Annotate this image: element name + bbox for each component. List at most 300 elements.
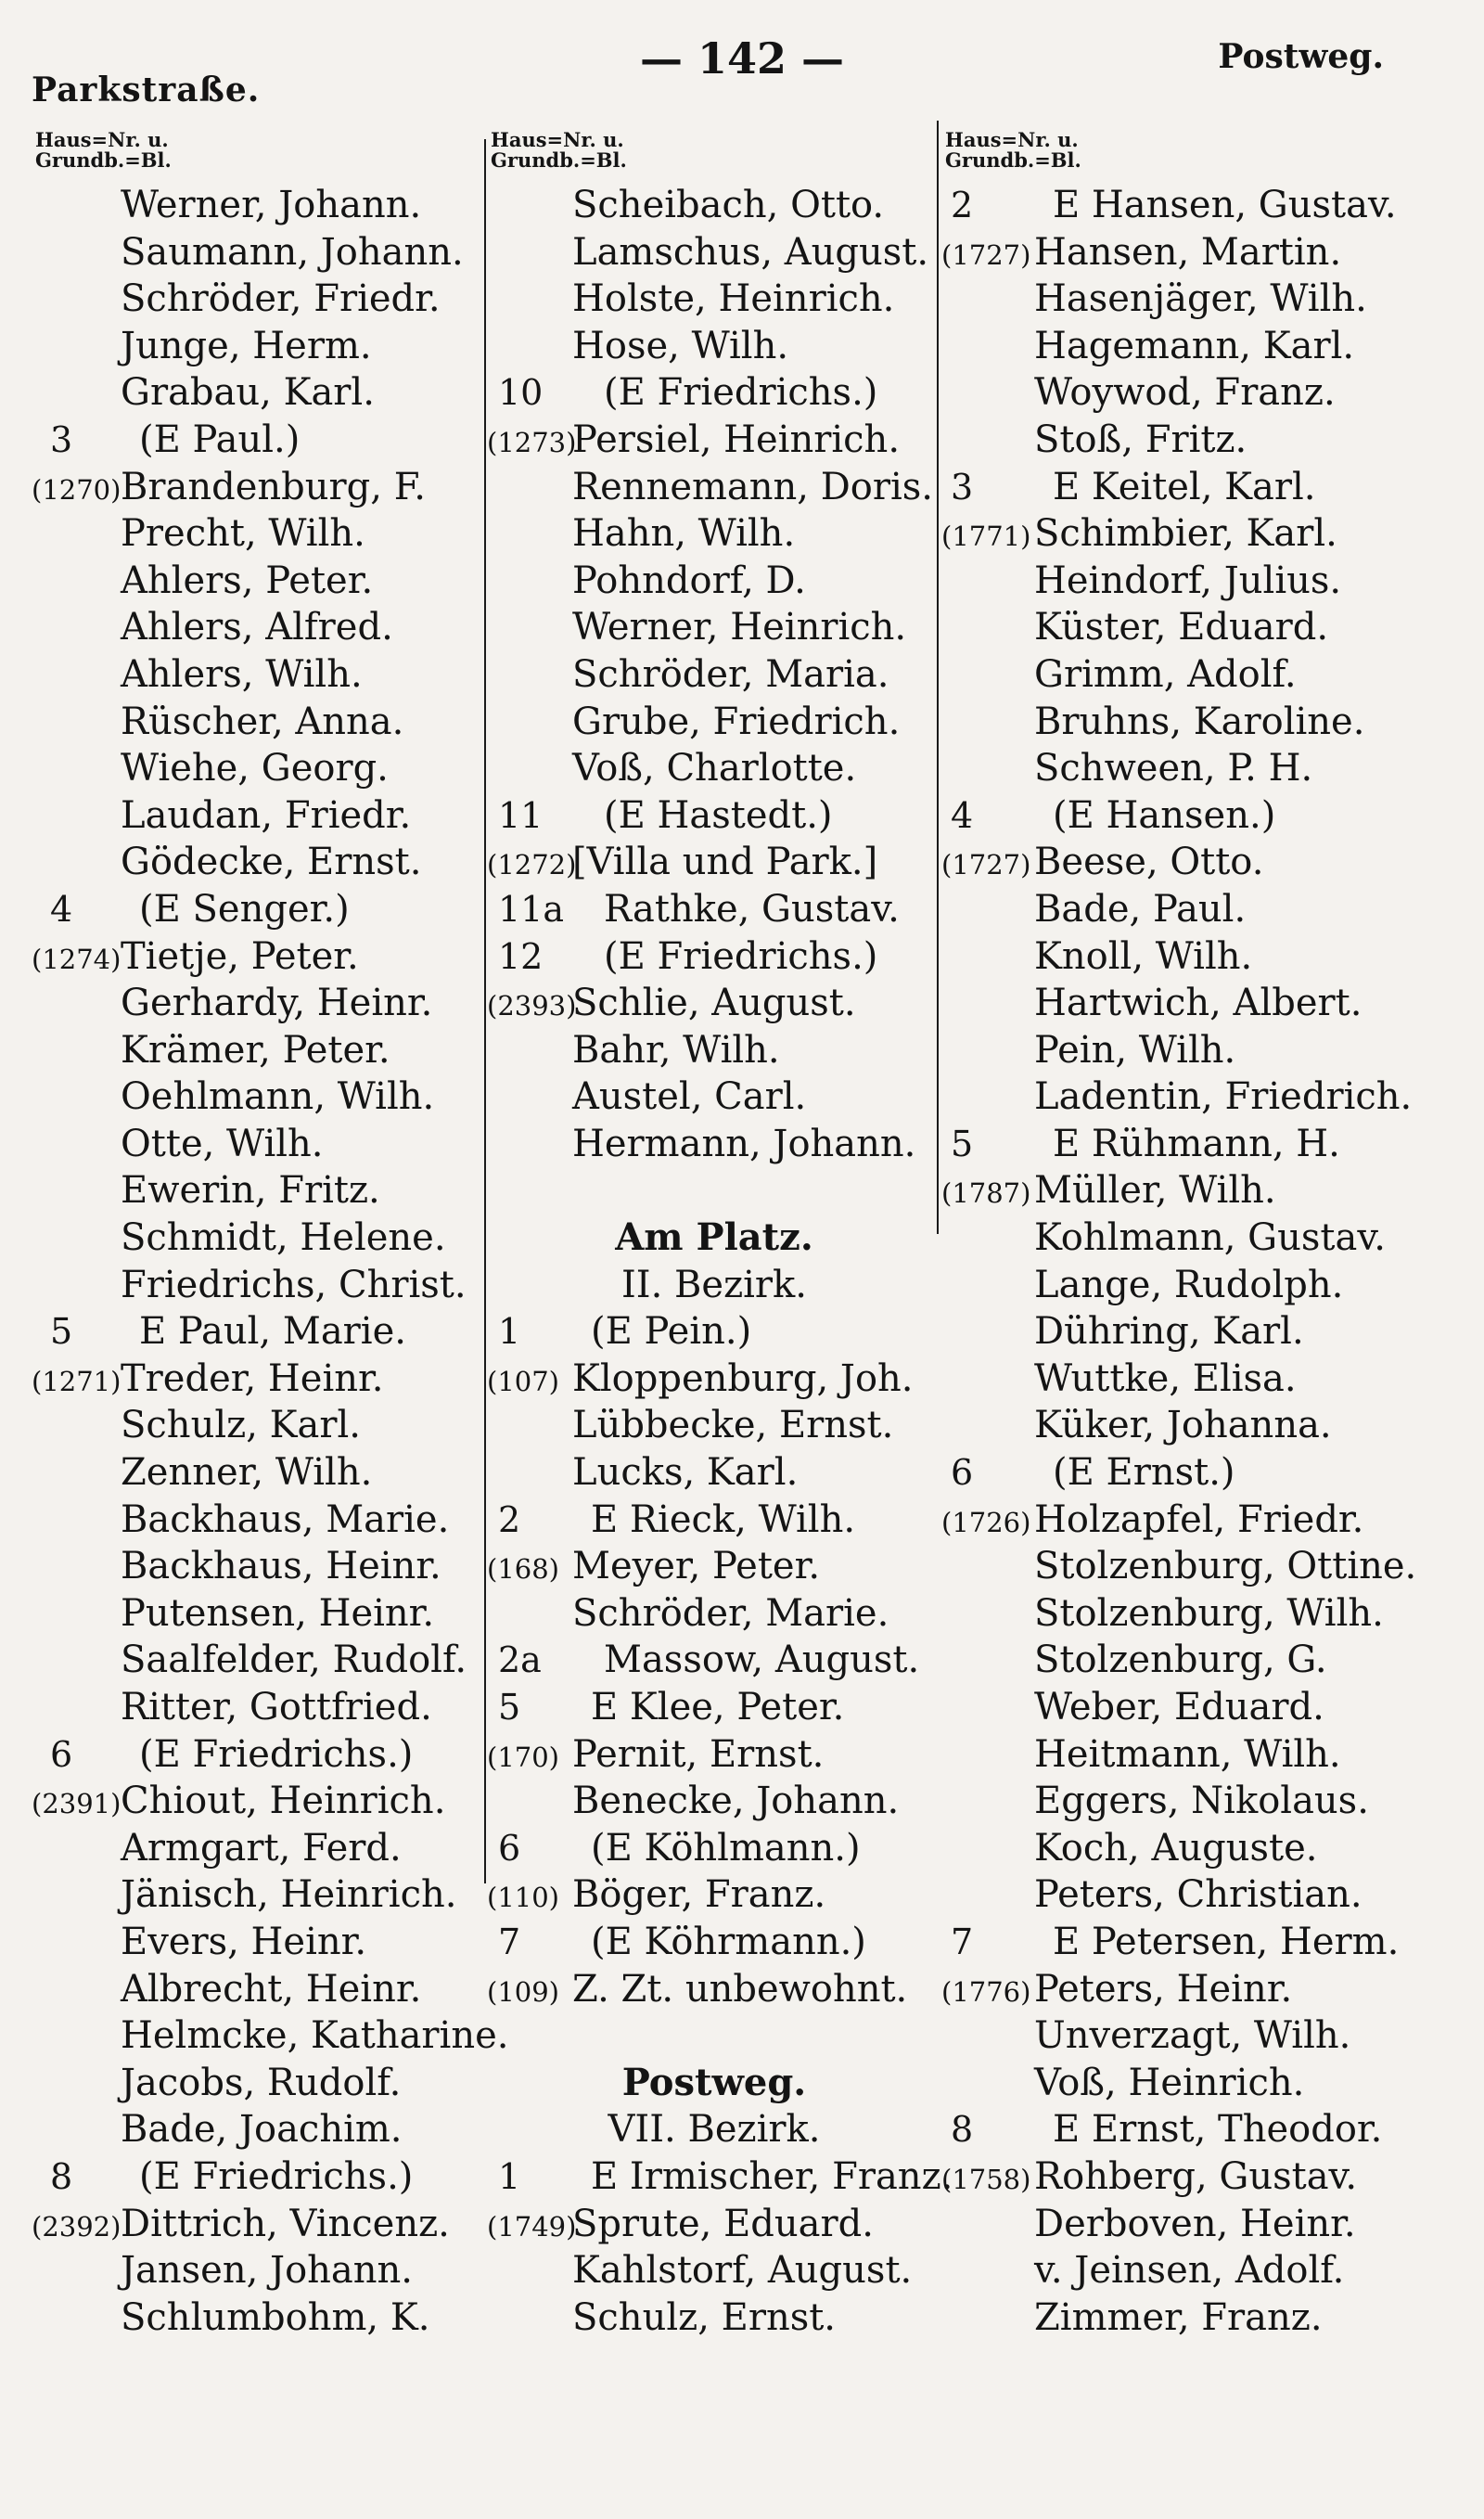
list-item <box>487 1121 941 1168</box>
column-head-line: Haus=Nr. u. <box>35 128 169 151</box>
resident-name: Schröder, Friedr. <box>121 277 441 321</box>
page-number: — 142 — <box>639 33 845 84</box>
resident-name: Schmidt, Helene. <box>121 1216 446 1260</box>
resident-name: Schlumbohm, K. <box>121 2295 430 2339</box>
list-item <box>487 1919 941 1966</box>
house-number: 5 <box>498 1687 521 1728</box>
list-item <box>32 933 486 981</box>
list-item <box>941 464 1461 511</box>
street-header-left: Parkstraße. <box>32 71 261 109</box>
resident-name: Jansen, Johann. <box>121 2249 413 2293</box>
house-number: 11a <box>498 888 565 930</box>
resident-name: Armgart, Ferd. <box>121 1826 402 1870</box>
resident-name: Bahr, Wilh. <box>572 1028 780 1072</box>
list-item <box>32 1919 486 1966</box>
house-number: 8 <box>951 2109 974 2151</box>
resident-name: Hahn, Wilh. <box>572 512 796 556</box>
house-number: 5 <box>951 1123 974 1164</box>
list-item <box>487 1684 941 1731</box>
section-title: VII. Bezirk. <box>608 2108 821 2152</box>
resident-name: Lamschus, August. <box>572 230 929 274</box>
house-number: 7 <box>498 1921 521 1962</box>
list-item <box>941 1966 1461 2013</box>
resident-name: Saumann, Johann. <box>121 230 464 274</box>
list-item <box>941 417 1461 464</box>
resident-name: Heitmann, Wilh. <box>1034 1732 1341 1776</box>
resident-name: Lange, Rudolph. <box>1034 1263 1344 1306</box>
resident-name: Oehlmann, Wilh. <box>121 1075 435 1119</box>
list-item <box>32 1449 486 1497</box>
resident-name: Woywod, Franz. <box>1034 371 1336 415</box>
list-item <box>487 417 941 464</box>
resident-name: Friedrichs, Christ. <box>121 1263 467 1306</box>
list-item <box>941 276 1461 323</box>
column-head <box>35 130 172 171</box>
list-item <box>487 1543 941 1590</box>
list-item <box>487 2012 941 2060</box>
list-item <box>32 369 486 417</box>
list-item <box>941 2247 1461 2294</box>
resident-name: E Klee, Peter. <box>591 1686 845 1729</box>
list-item <box>941 1871 1461 1919</box>
list-item <box>941 1825 1461 1872</box>
list-item <box>32 1825 486 1872</box>
resident-name: Peters, Heinr. <box>1034 1967 1293 2011</box>
list-item <box>32 699 486 746</box>
resident-name: Hagemann, Karl. <box>1034 324 1355 367</box>
entry-list <box>32 182 509 2341</box>
resident-name: Ladentin, Friedrich. <box>1034 1075 1413 1119</box>
list-item <box>487 558 941 605</box>
list-item <box>941 1402 1461 1449</box>
list-item <box>487 699 941 746</box>
resident-name: Ahlers, Peter. <box>121 559 374 602</box>
list-item <box>941 745 1461 792</box>
resident-name: Lübbecke, Ernst. <box>572 1404 894 1447</box>
list-item <box>487 323 941 370</box>
list-item <box>32 229 486 276</box>
resident-name: Ewerin, Fritz. <box>121 1169 380 1213</box>
resident-name: Rohberg, Gustav. <box>1034 2154 1358 2198</box>
house-number: 2a <box>498 1639 542 1681</box>
list-item <box>941 1449 1461 1497</box>
resident-name: Werner, Heinrich. <box>572 606 907 649</box>
list-item <box>487 1778 941 1825</box>
list-item <box>941 1167 1461 1215</box>
resident-name: Pein, Wilh. <box>1034 1028 1236 1072</box>
list-item <box>487 2153 953 2201</box>
resident-name: Helmcke, Katharine. <box>121 2014 509 2058</box>
house-number: 4 <box>951 794 974 836</box>
resident-name: Ahlers, Alfred. <box>121 606 393 649</box>
list-item <box>487 1308 941 1356</box>
list-item <box>32 2060 486 2107</box>
land-register-number: (107) <box>487 1365 559 1397</box>
list-item <box>941 1543 1461 1590</box>
list-item <box>32 792 486 840</box>
list-item <box>32 1637 486 1684</box>
resident-name: Krämer, Peter. <box>121 1028 390 1072</box>
resident-name: Laudan, Friedr. <box>121 793 412 837</box>
list-item <box>941 1684 1461 1731</box>
list-item <box>487 1167 941 1215</box>
land-register-number: (1749) <box>487 2210 577 2243</box>
land-register-number: (1758) <box>941 2163 1031 2195</box>
list-item <box>32 1778 486 1825</box>
resident-name: Pohndorf, D. <box>572 559 806 602</box>
list-item <box>32 1215 486 1262</box>
list-item <box>941 1731 1461 1779</box>
land-register-number: (109) <box>487 1975 559 2008</box>
resident-name: [Villa und Park.] <box>572 841 878 884</box>
column-head-line: Grundb.=Bl. <box>945 148 1081 172</box>
house-number: 6 <box>498 1827 521 1869</box>
house-number: 6 <box>951 1452 974 1494</box>
resident-name: (E Hastedt.) <box>604 793 833 837</box>
list-item <box>32 323 486 370</box>
resident-name: Ahlers, Wilh. <box>121 652 363 696</box>
resident-name: Otte, Wilh. <box>121 1122 324 1165</box>
resident-name: Stoß, Fritz. <box>1034 418 1247 461</box>
house-number: 7 <box>951 1921 974 1962</box>
house-number: 2 <box>951 185 974 225</box>
resident-name: E Rieck, Wilh. <box>591 1497 856 1541</box>
list-item <box>32 1543 486 1590</box>
list-item <box>32 2153 486 2201</box>
list-item <box>941 604 1461 651</box>
land-register-number: (1273) <box>487 426 577 458</box>
resident-name: Böger, Franz. <box>572 1873 826 1917</box>
resident-name: Schröder, Maria. <box>572 652 889 696</box>
resident-name: Knoll, Wilh. <box>1034 934 1253 978</box>
list-item <box>487 229 941 276</box>
list-item <box>32 886 486 933</box>
resident-name: Hartwich, Albert. <box>1034 982 1362 1025</box>
resident-name: Lucks, Karl. <box>572 1451 799 1495</box>
list-item <box>32 1073 486 1121</box>
list-item <box>32 1167 486 1215</box>
resident-name: Stolzenburg, G. <box>1034 1639 1327 1682</box>
section-heading <box>487 2106 941 2153</box>
resident-name: Z. Zt. unbewohnt. <box>572 1967 908 2011</box>
resident-name: Heindorf, Julius. <box>1034 559 1342 602</box>
list-item <box>487 1637 941 1684</box>
resident-name: E Ernst, Theodor. <box>1053 2108 1383 2152</box>
list-item <box>32 1590 486 1638</box>
resident-name: Hansen, Martin. <box>1034 230 1342 274</box>
resident-name: Rathke, Gustav. <box>604 887 900 931</box>
list-item <box>941 1308 1461 1356</box>
column-head-line: Haus=Nr. u. <box>491 128 624 151</box>
column-head <box>945 130 1081 171</box>
resident-name: Zenner, Wilh. <box>121 1451 373 1495</box>
resident-name: v. Jeinsen, Adolf. <box>1034 2249 1345 2293</box>
resident-name: Tietje, Peter. <box>121 934 359 978</box>
resident-name: Jacobs, Rudolf. <box>121 2061 402 2104</box>
section-title: Postweg. <box>621 2060 807 2104</box>
land-register-number: (2391) <box>32 1788 122 1820</box>
list-item <box>32 1966 486 2013</box>
list-item <box>32 2201 486 2248</box>
land-register-number: (1270) <box>32 473 122 506</box>
list-item <box>32 2106 486 2153</box>
list-item <box>487 1731 941 1779</box>
list-item <box>32 276 486 323</box>
entry-list <box>487 182 953 2341</box>
resident-name: Voß, Charlotte. <box>572 747 857 790</box>
resident-name: Hasenjäger, Wilh. <box>1034 277 1367 321</box>
resident-name: Evers, Heinr. <box>121 1920 367 1963</box>
land-register-number: (1727) <box>941 849 1031 881</box>
list-item <box>941 1590 1461 1638</box>
list-item <box>32 2247 486 2294</box>
resident-name: (E Paul.) <box>139 418 301 461</box>
resident-name: (E Friedrichs.) <box>604 934 878 978</box>
resident-name: Müller, Wilh. <box>1034 1169 1276 1213</box>
resident-name: Kohlmann, Gustav. <box>1034 1216 1386 1260</box>
house-number: 11 <box>498 794 544 836</box>
resident-name: Schröder, Marie. <box>572 1591 889 1635</box>
house-number: 4 <box>50 888 73 930</box>
land-register-number: (2393) <box>487 990 577 1022</box>
land-register-number: (1776) <box>941 1975 1031 2008</box>
resident-name: Hermann, Johann. <box>572 1122 916 1165</box>
resident-name: (E Friedrichs.) <box>139 2154 414 2198</box>
list-item <box>941 2012 1461 2060</box>
resident-name: Junge, Herm. <box>121 324 372 367</box>
land-register-number: (1771) <box>941 521 1031 553</box>
list-item <box>941 933 1461 981</box>
list-item <box>941 651 1461 699</box>
resident-name: Dittrich, Vincenz. <box>121 2202 450 2245</box>
list-item <box>32 417 486 464</box>
house-number: 5 <box>50 1311 73 1353</box>
section-heading <box>487 1215 941 1262</box>
list-item <box>941 1637 1461 1684</box>
house-number: 2 <box>498 1498 521 1540</box>
resident-name: Pernit, Ernst. <box>572 1732 825 1776</box>
resident-name: Stolzenburg, Ottine. <box>1034 1545 1417 1588</box>
section-title: II. Bezirk. <box>620 1263 808 1306</box>
list-item <box>941 369 1461 417</box>
resident-name: (E Hansen.) <box>1053 793 1276 837</box>
resident-name: Meyer, Peter. <box>572 1545 821 1588</box>
list-item <box>941 1121 1461 1168</box>
list-item <box>487 839 941 886</box>
resident-name: Hose, Wilh. <box>572 324 789 367</box>
list-item <box>941 1073 1461 1121</box>
list-item <box>32 182 486 229</box>
list-item <box>941 792 1461 840</box>
list-item <box>32 651 486 699</box>
resident-name: Scheibach, Otto. <box>572 184 885 226</box>
resident-name: Beese, Otto. <box>1034 841 1264 884</box>
list-item <box>32 1731 486 1779</box>
resident-name: Küker, Johanna. <box>1034 1404 1332 1447</box>
land-register-number: (1727) <box>941 238 1031 271</box>
list-item <box>32 1871 486 1919</box>
resident-name: Treder, Heinr. <box>121 1356 384 1400</box>
list-item <box>32 1402 486 1449</box>
resident-name: Grube, Friedrich. <box>572 700 901 743</box>
list-item <box>487 369 941 417</box>
list-item <box>487 651 941 699</box>
land-register-number: (168) <box>487 1553 559 1586</box>
resident-name: E Paul, Marie. <box>139 1310 406 1354</box>
list-item <box>941 182 1461 229</box>
resident-name: Küster, Eduard. <box>1034 606 1329 649</box>
resident-name: Dühring, Karl. <box>1034 1310 1304 1354</box>
land-register-number: (1787) <box>941 1177 1031 1210</box>
list-item <box>487 1449 941 1497</box>
list-item <box>32 464 486 511</box>
list-item <box>487 1073 941 1121</box>
resident-name: Schimbier, Karl. <box>1034 512 1337 556</box>
resident-name: Holste, Heinrich. <box>572 277 895 321</box>
resident-name: Austel, Carl. <box>572 1075 807 1119</box>
house-number: 10 <box>498 372 544 414</box>
list-item <box>941 839 1461 886</box>
list-item <box>941 2060 1461 2107</box>
resident-name: Persiel, Heinrich. <box>572 418 901 461</box>
resident-name: Schulz, Ernst. <box>572 2295 837 2339</box>
list-item <box>487 276 941 323</box>
list-item <box>487 464 941 511</box>
list-item <box>941 1919 1461 1966</box>
list-item <box>32 1497 486 1544</box>
list-item <box>941 1262 1461 1309</box>
list-item <box>487 1825 941 1872</box>
resident-name: Putensen, Heinr. <box>121 1591 435 1635</box>
list-item <box>487 980 941 1027</box>
column-head <box>491 130 627 171</box>
resident-name: Voß, Heinrich. <box>1034 2061 1305 2104</box>
resident-name: E Keitel, Karl. <box>1053 465 1316 508</box>
resident-name: Grabau, Karl. <box>121 371 375 415</box>
list-item <box>32 1121 486 1168</box>
list-item <box>941 2106 1461 2153</box>
list-item <box>941 886 1461 933</box>
resident-name: Unverzagt, Wilh. <box>1034 2014 1351 2058</box>
resident-name: Zimmer, Franz. <box>1034 2295 1323 2339</box>
house-number: 6 <box>50 1733 73 1775</box>
list-item <box>487 1871 941 1919</box>
resident-name: (E Friedrichs.) <box>139 1732 414 1776</box>
house-number: 8 <box>50 2155 73 2197</box>
land-register-number: (2392) <box>32 2210 122 2243</box>
list-item <box>32 839 486 886</box>
list-item <box>941 699 1461 746</box>
resident-name: Bade, Paul. <box>1034 887 1247 931</box>
list-item <box>941 510 1461 558</box>
column-head-line: Haus=Nr. u. <box>945 128 1079 151</box>
resident-name: Derboven, Heinr. <box>1034 2202 1356 2245</box>
resident-name: Backhaus, Marie. <box>121 1497 450 1541</box>
resident-name: Sprute, Eduard. <box>572 2202 874 2245</box>
resident-name: Backhaus, Heinr. <box>121 1545 441 1588</box>
list-item <box>487 886 941 933</box>
house-number: 3 <box>951 466 974 508</box>
resident-name: Weber, Eduard. <box>1034 1686 1324 1729</box>
resident-name: Kahlstorf, August. <box>572 2249 913 2293</box>
list-item <box>32 558 486 605</box>
resident-name: Gödecke, Ernst. <box>121 841 422 884</box>
house-number: 12 <box>498 935 544 977</box>
list-item <box>32 510 486 558</box>
resident-name: Eggers, Nikolaus. <box>1034 1780 1369 1823</box>
list-item <box>32 1262 486 1309</box>
land-register-number: (1726) <box>941 1506 1031 1538</box>
house-number: 1 <box>498 2155 521 2197</box>
resident-name: Wuttke, Elisa. <box>1034 1356 1297 1400</box>
resident-name: Ritter, Gottfried. <box>121 1686 432 1729</box>
resident-name: Schween, P. H. <box>1034 747 1313 790</box>
list-item <box>487 2294 941 2342</box>
resident-name: Albrecht, Heinr. <box>121 1967 422 2011</box>
list-item <box>487 2247 941 2294</box>
section-title: Am Platz. <box>615 1215 813 1260</box>
list-item <box>941 2201 1461 2248</box>
list-item <box>941 1027 1461 1074</box>
resident-name: Bruhns, Karoline. <box>1034 700 1365 743</box>
house-number: 1 <box>498 1311 521 1353</box>
list-item <box>487 933 941 981</box>
street-header-right: Postweg. <box>1218 37 1384 76</box>
list-item <box>487 604 941 651</box>
resident-name: (E Pein.) <box>591 1310 752 1354</box>
resident-name: (E Ernst.) <box>1053 1451 1235 1495</box>
section-heading <box>487 2060 941 2107</box>
resident-name: Schlie, August. <box>572 982 856 1025</box>
list-item <box>487 510 941 558</box>
list-item <box>32 745 486 792</box>
list-item <box>32 980 486 1027</box>
resident-name: Precht, Wilh. <box>121 512 365 556</box>
resident-name: (E Friedrichs.) <box>604 371 878 415</box>
list-item <box>32 2012 509 2060</box>
house-number: 3 <box>50 418 73 460</box>
resident-name: Jänisch, Heinrich. <box>121 1873 457 1917</box>
list-item <box>487 1027 941 1074</box>
resident-name: Bade, Joachim. <box>121 2108 403 2152</box>
resident-name: Holzapfel, Friedr. <box>1034 1497 1364 1541</box>
land-register-number: (110) <box>487 1882 559 1914</box>
list-item <box>32 604 486 651</box>
list-item <box>32 1308 486 1356</box>
resident-name: Chiout, Heinrich. <box>121 1780 446 1823</box>
resident-name: E Irmischer, Franz. <box>591 2154 953 2198</box>
column-head-line: Grundb.=Bl. <box>491 148 627 172</box>
list-item <box>32 1356 486 1403</box>
land-register-number: (170) <box>487 1741 559 1773</box>
list-item <box>941 2294 1461 2342</box>
column-head-line: Grundb.=Bl. <box>35 148 172 172</box>
resident-name: E Petersen, Herm. <box>1053 1920 1400 1963</box>
resident-name: E Hansen, Gustav. <box>1053 184 1397 226</box>
list-item <box>941 1356 1461 1403</box>
land-register-number: (1274) <box>32 943 122 975</box>
resident-name: Stolzenburg, Wilh. <box>1034 1591 1384 1635</box>
resident-name: Brandenburg, F. <box>121 465 426 508</box>
list-item <box>487 1402 941 1449</box>
list-item <box>487 182 941 229</box>
resident-name: Gerhardy, Heinr. <box>121 982 433 1025</box>
list-item <box>32 1684 486 1731</box>
resident-name: Peters, Christian. <box>1034 1873 1362 1917</box>
resident-name: Kloppenburg, Joh. <box>572 1356 914 1400</box>
resident-name: E Rühmann, H. <box>1053 1122 1340 1165</box>
list-item <box>941 2153 1461 2201</box>
